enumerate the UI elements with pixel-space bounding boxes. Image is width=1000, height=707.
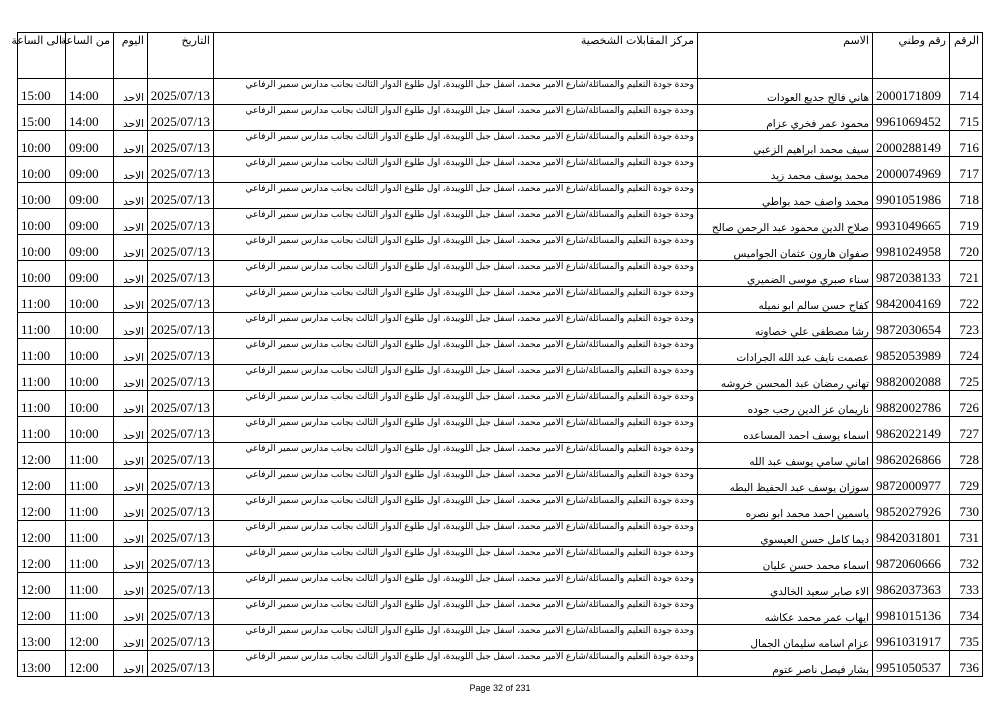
cell-day: الاحد bbox=[114, 183, 148, 209]
cell-date: 2025/07/13 bbox=[148, 183, 214, 209]
cell-name: هاني فالح جديع العودات bbox=[698, 79, 873, 105]
header-national-id: رقم وطني bbox=[873, 33, 950, 79]
cell-no: 730 bbox=[950, 495, 983, 521]
table-row bbox=[18, 287, 983, 313]
cell-from-time: 09:00 bbox=[66, 261, 114, 287]
cell-date: 2025/07/13 bbox=[148, 469, 214, 495]
cell-center: وحدة جودة التعليم والمسائلة/شارع الامير محمد، اسفل جبل اللويبدة، اول طلوع الدوار الثالث بجانب مدارس سمير الرفاعي bbox=[214, 391, 698, 417]
cell-no: 714 bbox=[950, 79, 983, 105]
table-row bbox=[18, 339, 983, 365]
cell-day: الاحد bbox=[114, 261, 148, 287]
cell-date: 2025/07/13 bbox=[148, 391, 214, 417]
cell-no: 725 bbox=[950, 365, 983, 391]
cell-national-id: 9882002088 bbox=[873, 365, 950, 391]
cell-center: وحدة جودة التعليم والمسائلة/شارع الامير محمد، اسفل جبل اللويبدة، اول طلوع الدوار الثالث بجانب مدارس سمير الرفاعي bbox=[214, 443, 698, 469]
cell-center: وحدة جودة التعليم والمسائلة/شارع الامير محمد، اسفل جبل اللويبدة، اول طلوع الدوار الثالث بجانب مدارس سمير الرفاعي bbox=[214, 573, 698, 599]
cell-to-time: 10:00 bbox=[18, 209, 66, 235]
cell-date: 2025/07/13 bbox=[148, 443, 214, 469]
table-body bbox=[18, 79, 983, 677]
table-row bbox=[18, 521, 983, 547]
table-row bbox=[18, 651, 983, 677]
cell-date: 2025/07/13 bbox=[148, 495, 214, 521]
cell-national-id: 9852053989 bbox=[873, 339, 950, 365]
table-row bbox=[18, 157, 983, 183]
cell-to-time: 11:00 bbox=[18, 365, 66, 391]
cell-national-id: 9862026866 bbox=[873, 443, 950, 469]
cell-day: الاحد bbox=[114, 651, 148, 677]
cell-from-time: 11:00 bbox=[66, 599, 114, 625]
cell-national-id: 9931049665 bbox=[873, 209, 950, 235]
cell-to-time: 12:00 bbox=[18, 573, 66, 599]
cell-date: 2025/07/13 bbox=[148, 157, 214, 183]
cell-to-time: 12:00 bbox=[18, 443, 66, 469]
table-row bbox=[18, 495, 983, 521]
cell-from-time: 10:00 bbox=[66, 417, 114, 443]
cell-no: 735 bbox=[950, 625, 983, 651]
cell-day: الاحد bbox=[114, 521, 148, 547]
cell-center: وحدة جودة التعليم والمسائلة/شارع الامير محمد، اسفل جبل اللويبدة، اول طلوع الدوار الثالث بجانب مدارس سمير الرفاعي bbox=[214, 625, 698, 651]
header-to-time: الى الساعة bbox=[18, 33, 66, 79]
cell-center: وحدة جودة التعليم والمسائلة/شارع الامير محمد، اسفل جبل اللويبدة، اول طلوع الدوار الثالث بجانب مدارس سمير الرفاعي bbox=[214, 495, 698, 521]
cell-from-time: 10:00 bbox=[66, 365, 114, 391]
cell-name: عزام اسامه سليمان الجمال bbox=[698, 625, 873, 651]
cell-date: 2025/07/13 bbox=[148, 625, 214, 651]
cell-center: وحدة جودة التعليم والمسائلة/شارع الامير محمد، اسفل جبل اللويبدة، اول طلوع الدوار الثالث بجانب مدارس سمير الرفاعي bbox=[214, 521, 698, 547]
table-row bbox=[18, 599, 983, 625]
cell-name: اماني سامي يوسف عبد الله bbox=[698, 443, 873, 469]
table-row bbox=[18, 313, 983, 339]
cell-from-time: 12:00 bbox=[66, 625, 114, 651]
cell-from-time: 09:00 bbox=[66, 209, 114, 235]
cell-national-id: 9872038133 bbox=[873, 261, 950, 287]
cell-center: وحدة جودة التعليم والمسائلة/شارع الامير محمد، اسفل جبل اللويبدة، اول طلوع الدوار الثالث بجانب مدارس سمير الرفاعي bbox=[214, 339, 698, 365]
cell-from-time: 14:00 bbox=[66, 79, 114, 105]
cell-day: الاحد bbox=[114, 339, 148, 365]
cell-center: وحدة جودة التعليم والمسائلة/شارع الامير محمد، اسفل جبل اللويبدة، اول طلوع الدوار الثالث بجانب مدارس سمير الرفاعي bbox=[214, 287, 698, 313]
cell-date: 2025/07/13 bbox=[148, 235, 214, 261]
cell-day: الاحد bbox=[114, 157, 148, 183]
cell-day: الاحد bbox=[114, 105, 148, 131]
cell-to-time: 13:00 bbox=[18, 625, 66, 651]
cell-name: صلاح الدين محمود عبد الرحمن صالح bbox=[698, 209, 873, 235]
cell-center: وحدة جودة التعليم والمسائلة/شارع الامير محمد، اسفل جبل اللويبدة، اول طلوع الدوار الثالث بجانب مدارس سمير الرفاعي bbox=[214, 651, 698, 677]
table-row bbox=[18, 547, 983, 573]
cell-day: الاحد bbox=[114, 625, 148, 651]
cell-name: عصمت نايف عبد الله الجرادات bbox=[698, 339, 873, 365]
cell-from-time: 10:00 bbox=[66, 391, 114, 417]
cell-from-time: 11:00 bbox=[66, 573, 114, 599]
cell-center: وحدة جودة التعليم والمسائلة/شارع الامير محمد، اسفل جبل اللويبدة، اول طلوع الدوار الثالث بجانب مدارس سمير الرفاعي bbox=[214, 469, 698, 495]
cell-to-time: 10:00 bbox=[18, 235, 66, 261]
cell-national-id: 9981015136 bbox=[873, 599, 950, 625]
cell-national-id: 9872000977 bbox=[873, 469, 950, 495]
cell-no: 724 bbox=[950, 339, 983, 365]
table-row bbox=[18, 105, 983, 131]
cell-no: 722 bbox=[950, 287, 983, 313]
cell-date: 2025/07/13 bbox=[148, 261, 214, 287]
cell-no: 721 bbox=[950, 261, 983, 287]
cell-national-id: 9901051986 bbox=[873, 183, 950, 209]
cell-from-time: 09:00 bbox=[66, 235, 114, 261]
cell-no: 718 bbox=[950, 183, 983, 209]
cell-center: وحدة جودة التعليم والمسائلة/شارع الامير محمد، اسفل جبل اللويبدة، اول طلوع الدوار الثالث بجانب مدارس سمير الرفاعي bbox=[214, 599, 698, 625]
cell-no: 716 bbox=[950, 131, 983, 157]
cell-name: اسماء محمد حسن عليان bbox=[698, 547, 873, 573]
cell-day: الاحد bbox=[114, 131, 148, 157]
cell-national-id: 9961069452 bbox=[873, 105, 950, 131]
table-row bbox=[18, 625, 983, 651]
cell-date: 2025/07/13 bbox=[148, 79, 214, 105]
cell-no: 732 bbox=[950, 547, 983, 573]
cell-no: 728 bbox=[950, 443, 983, 469]
table-row bbox=[18, 131, 983, 157]
cell-date: 2025/07/13 bbox=[148, 209, 214, 235]
cell-to-time: 11:00 bbox=[18, 287, 66, 313]
cell-national-id: 9961031917 bbox=[873, 625, 950, 651]
cell-date: 2025/07/13 bbox=[148, 547, 214, 573]
cell-to-time: 10:00 bbox=[18, 183, 66, 209]
cell-center: وحدة جودة التعليم والمسائلة/شارع الامير محمد، اسفل جبل اللويبدة، اول طلوع الدوار الثالث بجانب مدارس سمير الرفاعي bbox=[214, 313, 698, 339]
cell-name: تهاني رمضان عبد المحسن خروشه bbox=[698, 365, 873, 391]
cell-national-id: 9882002786 bbox=[873, 391, 950, 417]
cell-national-id: 9842031801 bbox=[873, 521, 950, 547]
table-row bbox=[18, 209, 983, 235]
cell-to-time: 15:00 bbox=[18, 105, 66, 131]
header-day: اليوم bbox=[114, 33, 148, 79]
cell-center: وحدة جودة التعليم والمسائلة/شارع الامير محمد، اسفل جبل اللويبدة، اول طلوع الدوار الثالث بجانب مدارس سمير الرفاعي bbox=[214, 183, 698, 209]
cell-name: سيف محمد ابراهيم الزعبي bbox=[698, 131, 873, 157]
table-row bbox=[18, 469, 983, 495]
cell-national-id: 2000171809 bbox=[873, 79, 950, 105]
page-number: Page 32 of 231 bbox=[469, 683, 531, 693]
table-row bbox=[18, 261, 983, 287]
cell-to-time: 15:00 bbox=[18, 79, 66, 105]
cell-no: 731 bbox=[950, 521, 983, 547]
cell-from-time: 10:00 bbox=[66, 339, 114, 365]
cell-from-time: 09:00 bbox=[66, 131, 114, 157]
cell-to-time: 11:00 bbox=[18, 417, 66, 443]
cell-to-time: 12:00 bbox=[18, 469, 66, 495]
cell-day: الاحد bbox=[114, 209, 148, 235]
cell-day: الاحد bbox=[114, 313, 148, 339]
cell-name: الاء صابر سعيد الخالدي bbox=[698, 573, 873, 599]
cell-date: 2025/07/13 bbox=[148, 573, 214, 599]
cell-name: محمد واصف حمد بواطي bbox=[698, 183, 873, 209]
cell-no: 733 bbox=[950, 573, 983, 599]
cell-date: 2025/07/13 bbox=[148, 131, 214, 157]
cell-day: الاحد bbox=[114, 391, 148, 417]
cell-national-id: 2000288149 bbox=[873, 131, 950, 157]
cell-to-time: 12:00 bbox=[18, 547, 66, 573]
cell-date: 2025/07/13 bbox=[148, 521, 214, 547]
header-date: التاريخ bbox=[148, 33, 214, 79]
cell-national-id: 9872060666 bbox=[873, 547, 950, 573]
cell-no: 736 bbox=[950, 651, 983, 677]
cell-center: وحدة جودة التعليم والمسائلة/شارع الامير محمد، اسفل جبل اللويبدة، اول طلوع الدوار الثالث بجانب مدارس سمير الرفاعي bbox=[214, 157, 698, 183]
cell-name: محمود عمر فخري عزام bbox=[698, 105, 873, 131]
cell-to-time: 10:00 bbox=[18, 261, 66, 287]
cell-from-time: 14:00 bbox=[66, 105, 114, 131]
cell-name: صفوان هارون عثمان الجواميس bbox=[698, 235, 873, 261]
cell-from-time: 09:00 bbox=[66, 157, 114, 183]
cell-no: 719 bbox=[950, 209, 983, 235]
table-row bbox=[18, 573, 983, 599]
cell-date: 2025/07/13 bbox=[148, 651, 214, 677]
cell-name: رشا مصطفى علي خصاونه bbox=[698, 313, 873, 339]
table-row bbox=[18, 365, 983, 391]
cell-date: 2025/07/13 bbox=[148, 365, 214, 391]
header-center: مركز المقابلات الشخصية bbox=[214, 33, 698, 79]
cell-national-id: 9862037363 bbox=[873, 573, 950, 599]
cell-from-time: 11:00 bbox=[66, 521, 114, 547]
cell-to-time: 10:00 bbox=[18, 131, 66, 157]
header-row bbox=[18, 33, 983, 79]
cell-to-time: 11:00 bbox=[18, 339, 66, 365]
cell-center: وحدة جودة التعليم والمسائلة/شارع الامير محمد، اسفل جبل اللويبدة، اول طلوع الدوار الثالث بجانب مدارس سمير الرفاعي bbox=[214, 365, 698, 391]
header-from-time: من الساعة bbox=[66, 33, 114, 79]
cell-from-time: 11:00 bbox=[66, 495, 114, 521]
cell-day: الاحد bbox=[114, 469, 148, 495]
cell-day: الاحد bbox=[114, 365, 148, 391]
cell-national-id: 9981024958 bbox=[873, 235, 950, 261]
cell-from-time: 09:00 bbox=[66, 183, 114, 209]
table-row bbox=[18, 183, 983, 209]
cell-day: الاحد bbox=[114, 417, 148, 443]
cell-day: الاحد bbox=[114, 443, 148, 469]
cell-name: ياسمين احمد محمد ابو نصره bbox=[698, 495, 873, 521]
header-name: الاسم bbox=[698, 33, 873, 79]
cell-center: وحدة جودة التعليم والمسائلة/شارع الامير محمد، اسفل جبل اللويبدة، اول طلوع الدوار الثالث بجانب مدارس سمير الرفاعي bbox=[214, 105, 698, 131]
cell-date: 2025/07/13 bbox=[148, 313, 214, 339]
cell-no: 726 bbox=[950, 391, 983, 417]
cell-center: وحدة جودة التعليم والمسائلة/شارع الامير محمد، اسفل جبل اللويبدة، اول طلوع الدوار الثالث بجانب مدارس سمير الرفاعي bbox=[214, 209, 698, 235]
cell-center: وحدة جودة التعليم والمسائلة/شارع الامير محمد، اسفل جبل اللويبدة، اول طلوع الدوار الثالث بجانب مدارس سمير الرفاعي bbox=[214, 417, 698, 443]
table-row bbox=[18, 417, 983, 443]
cell-no: 723 bbox=[950, 313, 983, 339]
cell-name: كفاح حسن سالم ابو نميله bbox=[698, 287, 873, 313]
cell-date: 2025/07/13 bbox=[148, 287, 214, 313]
cell-day: الاحد bbox=[114, 573, 148, 599]
cell-national-id: 9852027926 bbox=[873, 495, 950, 521]
cell-from-time: 10:00 bbox=[66, 313, 114, 339]
cell-name: محمد يوسف محمد زيد bbox=[698, 157, 873, 183]
cell-name: اسماء يوسف احمد المساعده bbox=[698, 417, 873, 443]
cell-national-id: 9842004169 bbox=[873, 287, 950, 313]
table-row bbox=[18, 235, 983, 261]
cell-from-time: 11:00 bbox=[66, 469, 114, 495]
cell-date: 2025/07/13 bbox=[148, 339, 214, 365]
cell-to-time: 11:00 bbox=[18, 313, 66, 339]
cell-national-id: 9872030654 bbox=[873, 313, 950, 339]
cell-center: وحدة جودة التعليم والمسائلة/شارع الامير محمد، اسفل جبل اللويبدة، اول طلوع الدوار الثالث بجانب مدارس سمير الرفاعي bbox=[214, 261, 698, 287]
table-row bbox=[18, 79, 983, 105]
cell-to-time: 13:00 bbox=[18, 651, 66, 677]
cell-to-time: 12:00 bbox=[18, 521, 66, 547]
cell-day: الاحد bbox=[114, 235, 148, 261]
table-row bbox=[18, 443, 983, 469]
cell-name: سوزان يوسف عبد الحفيظ البطه bbox=[698, 469, 873, 495]
cell-no: 717 bbox=[950, 157, 983, 183]
cell-center: وحدة جودة التعليم والمسائلة/شارع الامير محمد، اسفل جبل اللويبدة، اول طلوع الدوار الثالث بجانب مدارس سمير الرفاعي bbox=[214, 235, 698, 261]
cell-name: سناء صبري موسى الضميري bbox=[698, 261, 873, 287]
cell-day: الاحد bbox=[114, 287, 148, 313]
cell-no: 727 bbox=[950, 417, 983, 443]
cell-national-id: 9862022149 bbox=[873, 417, 950, 443]
schedule-table bbox=[11, 32, 983, 677]
cell-no: 720 bbox=[950, 235, 983, 261]
cell-national-id: 9951050537 bbox=[873, 651, 950, 677]
cell-to-time: 10:00 bbox=[18, 157, 66, 183]
cell-to-time: 12:00 bbox=[18, 495, 66, 521]
cell-day: الاحد bbox=[114, 79, 148, 105]
table-row bbox=[18, 391, 983, 417]
cell-name: ايهاب عمر محمد عكاشه bbox=[698, 599, 873, 625]
cell-no: 715 bbox=[950, 105, 983, 131]
cell-day: الاحد bbox=[114, 599, 148, 625]
cell-from-time: 10:00 bbox=[66, 287, 114, 313]
cell-national-id: 2000074969 bbox=[873, 157, 950, 183]
cell-day: الاحد bbox=[114, 495, 148, 521]
cell-name: ديما كامل حسن العيسوي bbox=[698, 521, 873, 547]
cell-center: وحدة جودة التعليم والمسائلة/شارع الامير محمد، اسفل جبل اللويبدة، اول طلوع الدوار الثالث بجانب مدارس سمير الرفاعي bbox=[214, 79, 698, 105]
cell-no: 734 bbox=[950, 599, 983, 625]
cell-no: 729 bbox=[950, 469, 983, 495]
header-no: الرقم bbox=[950, 33, 983, 79]
cell-date: 2025/07/13 bbox=[148, 599, 214, 625]
cell-day: الاحد bbox=[114, 547, 148, 573]
cell-name: ناريمان عز الدين رجب جوده bbox=[698, 391, 873, 417]
cell-center: وحدة جودة التعليم والمسائلة/شارع الامير محمد، اسفل جبل اللويبدة، اول طلوع الدوار الثالث بجانب مدارس سمير الرفاعي bbox=[214, 547, 698, 573]
cell-to-time: 12:00 bbox=[18, 599, 66, 625]
cell-center: وحدة جودة التعليم والمسائلة/شارع الامير محمد، اسفل جبل اللويبدة، اول طلوع الدوار الثالث بجانب مدارس سمير الرفاعي bbox=[214, 131, 698, 157]
cell-from-time: 12:00 bbox=[66, 651, 114, 677]
cell-from-time: 11:00 bbox=[66, 443, 114, 469]
cell-name: بشار فيصل ناصر عتوم bbox=[698, 651, 873, 677]
cell-from-time: 11:00 bbox=[66, 547, 114, 573]
cell-date: 2025/07/13 bbox=[148, 417, 214, 443]
cell-date: 2025/07/13 bbox=[148, 105, 214, 131]
cell-to-time: 11:00 bbox=[18, 391, 66, 417]
